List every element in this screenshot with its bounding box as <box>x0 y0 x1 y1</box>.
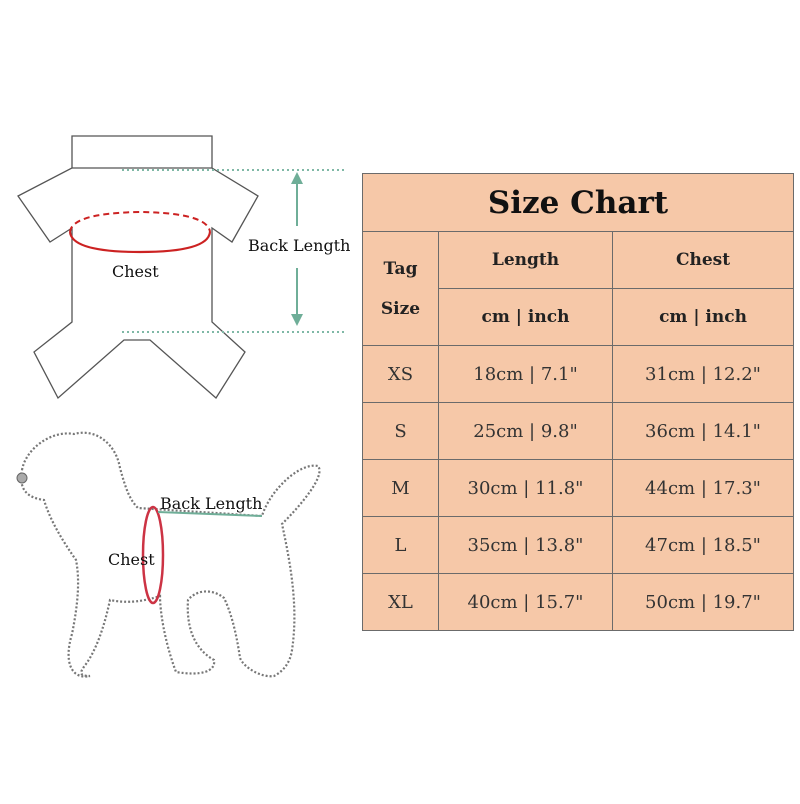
table-row <box>363 574 794 631</box>
table-row <box>363 346 794 403</box>
chest-unit-header: cm | inch <box>613 289 794 346</box>
measurement-diagram <box>0 0 360 800</box>
diagram-svg <box>0 0 360 800</box>
dog-nose <box>17 473 27 483</box>
dog-chest-label: Chest <box>108 550 155 569</box>
tag-size-header <box>363 232 439 346</box>
size-cell: L <box>363 517 439 574</box>
table-row <box>363 517 794 574</box>
size-cell: XS <box>363 346 439 403</box>
size-cell: XL <box>363 574 439 631</box>
length-unit-header: cm | inch <box>439 289 613 346</box>
size-cell: S <box>363 403 439 460</box>
length-cell: 18cm | 7.1" <box>439 346 613 403</box>
table-row <box>363 460 794 517</box>
size-cell: M <box>363 460 439 517</box>
tag-header-line1: Tag <box>383 258 418 279</box>
chest-cell: 50cm | 19.7" <box>613 574 794 631</box>
dog-back-length-label: Back Length <box>160 494 263 513</box>
length-cell: 35cm | 13.8" <box>439 517 613 574</box>
chest-cell: 47cm | 18.5" <box>613 517 794 574</box>
size-chart-table <box>362 173 794 631</box>
chest-cell: 31cm | 12.2" <box>613 346 794 403</box>
length-cell: 30cm | 11.8" <box>439 460 613 517</box>
chest-cell: 36cm | 14.1" <box>613 403 794 460</box>
table-row <box>363 403 794 460</box>
chest-cell: 44cm | 17.3" <box>613 460 794 517</box>
dog-drawing <box>21 433 319 677</box>
length-header: Length <box>439 232 613 289</box>
length-cell: 40cm | 15.7" <box>439 574 613 631</box>
shirt-chest-label: Chest <box>112 262 159 281</box>
shirt-back-length-label: Back Length <box>248 236 351 255</box>
chest-header: Chest <box>613 232 794 289</box>
size-chart-title: Size Chart <box>363 174 794 232</box>
length-cell: 25cm | 9.8" <box>439 403 613 460</box>
tag-header-line2: Size <box>380 298 421 319</box>
